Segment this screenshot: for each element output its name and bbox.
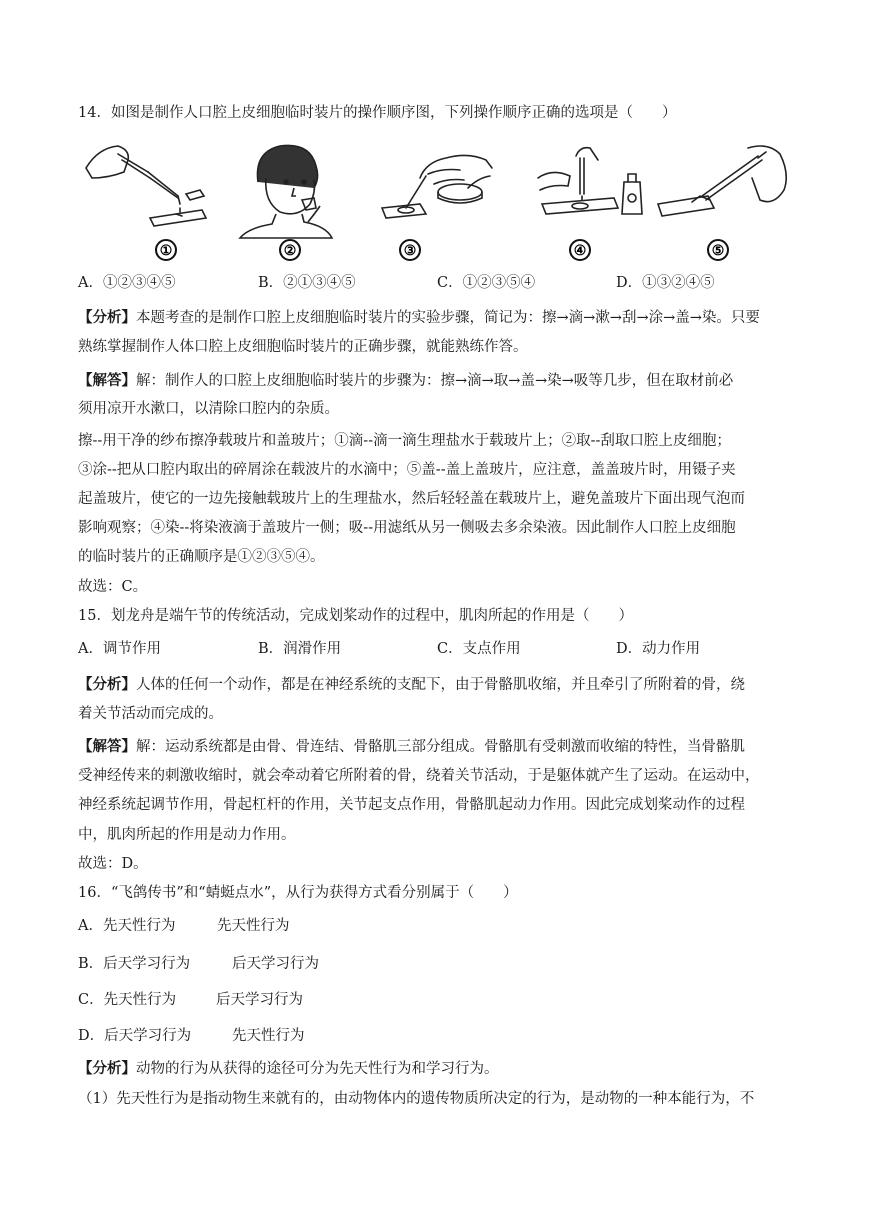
q16-option-d-second: 先天性行为 xyxy=(232,1028,305,1044)
stain-dropper-illustration xyxy=(518,138,668,266)
figure-number-5 xyxy=(708,240,728,260)
q15-choice: 故选：D。 xyxy=(78,856,148,872)
q16-analysis-line-1 xyxy=(78,1059,798,1079)
q15-analysis-line-2: 着关节活动而完成的。 xyxy=(78,706,223,722)
q14-option-d: D．①③②④⑤ xyxy=(616,275,715,291)
q15-answer-line-1 xyxy=(78,737,798,757)
q16-option-b-second: 后天学习行为 xyxy=(232,956,319,972)
q15-answer-line-3: 神经系统起调节作用，骨起杠杆的作用，关节起支点作用，骨骼肌起动力作用。因此完成划桨动作的过程 xyxy=(78,797,745,813)
figure-number-3 xyxy=(400,240,420,260)
q14-figure-strip xyxy=(78,138,798,266)
q14-answer-line-5: 起盖玻片，使它的一边先接触载玻片上的生理盐水，然后轻轻盖在载玻片上，避免盖玻片下面出现气泡而 xyxy=(78,491,745,507)
figure-label-3: ③ xyxy=(403,242,417,258)
boy-rinsing-illustration xyxy=(228,138,378,266)
figure-number-4 xyxy=(570,240,590,260)
q14-figure-3 xyxy=(368,138,518,266)
q14-answer-line-7: 的临时装片的正确顺序是①②③⑤④。 xyxy=(78,549,325,565)
q16-option-b: B．后天学习行为 xyxy=(78,956,191,972)
q15-answer-line-4: 中，肌肉所起的作用是动力作用。 xyxy=(78,827,296,843)
q15-option-d: D．动力作用 xyxy=(616,641,701,657)
q14-answer-line-3: 擦--用干净的纱布擦净载玻片和盖玻片；①滴--滴一滴生理盐水于载玻片上；②取--刮取口腔上皮细胞； xyxy=(78,433,731,449)
q15-stem: 15．划龙舟是端午节的传统活动，完成划桨动作的过程中，肌肉所起的作用是（ ） xyxy=(78,608,633,624)
figure-number-2 xyxy=(280,240,300,260)
figure-label-2: ② xyxy=(283,242,297,258)
q14-option-b: B．②①③④⑤ xyxy=(258,275,356,291)
q14-figure-5 xyxy=(648,138,798,266)
q14-option-a: A．①②③④⑤ xyxy=(78,275,176,291)
q14-figure-1 xyxy=(78,138,228,266)
analysis-tag: 【分析】 xyxy=(78,1060,136,1077)
q16-stem: 16．“飞鸽传书”和“蜻蜓点水”，从行为获得方式看分别属于（ ） xyxy=(78,885,518,901)
q14-choice: 故选：C。 xyxy=(78,579,148,595)
q14-analysis-line-2: 熟练掌握制作人体口腔上皮细胞临时装片的正确步骤，就能熟练作答。 xyxy=(78,339,528,355)
answer-tag: 【解答】 xyxy=(78,372,136,389)
dropper-slide-illustration xyxy=(78,138,228,266)
q14-stem: 14．如图是制作人口腔上皮细胞临时装片的操作顺序图，下列操作顺序正确的选项是（ ） xyxy=(78,105,677,121)
analysis-tag: 【分析】 xyxy=(78,676,136,693)
analysis-tag: 【分析】 xyxy=(78,309,136,326)
q14-option-c: C．①②③⑤④ xyxy=(437,275,536,291)
analysis-text: 动物的行为从获得的途径可分为先天性行为和学习行为。 xyxy=(136,1061,499,1077)
q16-option-d: D．后天学习行为 xyxy=(78,1028,192,1044)
q14-answer-line-4: ③涂--把从口腔内取出的碎屑涂在载波片的水滴中；⑤盖--盖上盖玻片，应注意，盖盖玻片时，用镊子夹 xyxy=(78,462,736,478)
q15-option-b: B．润滑作用 xyxy=(258,641,342,657)
figure-label-5: ⑤ xyxy=(711,242,725,258)
q14-analysis-line-1 xyxy=(78,308,798,328)
q16-analysis-line-2: （1）先天性行为是指动物生来就有的，由动物体内的遗传物质所决定的行为，是动物的一种本能行为，不 xyxy=(78,1091,755,1107)
q15-analysis-line-1 xyxy=(78,675,798,695)
q15-option-a: A．调节作用 xyxy=(78,641,161,657)
q16-option-c-second: 后天学习行为 xyxy=(216,992,303,1008)
cover-slip-illustration xyxy=(648,138,798,266)
q14-answer-line-2: 须用凉开水漱口，以清除口腔内的杂质。 xyxy=(78,401,339,417)
q14-answer-line-1 xyxy=(78,371,798,391)
answer-text: 解：运动系统都是由骨、骨连结、骨骼肌三部分组成。骨骼肌有受刺激而收缩的特性，当骨骼肌 xyxy=(136,739,745,755)
q15-answer-line-2: 受神经传来的刺激收缩时，就会牵动着它所附着的骨，绕着关节活动，于是躯体就产生了运动。在运动中， xyxy=(78,768,760,784)
figure-number-1 xyxy=(156,240,176,260)
q14-answer-line-6: 影响观察；④染--将染液滴于盖玻片一侧；吸--用滤纸从另一侧吸去多余染液。因此制作人口腔上皮细胞 xyxy=(78,520,736,536)
q14-figure-4 xyxy=(518,138,668,266)
figure-label-1: ① xyxy=(159,242,173,258)
q16-option-a: A．先天性行为 xyxy=(78,918,176,934)
analysis-text: 人体的任何一个动作，都是在神经系统的支配下，由于骨骼肌收缩，并且牵引了所附着的骨，绕 xyxy=(136,677,745,693)
q14-figure-2 xyxy=(228,138,378,266)
answer-tag: 【解答】 xyxy=(78,738,136,755)
q16-option-a-second: 先天性行为 xyxy=(217,918,290,934)
answer-text: 解：制作人的口腔上皮细胞临时装片的步骤为：擦→滴→取→盖→染→吸等几步，但在取材前必 xyxy=(136,373,734,389)
figure-label-4: ④ xyxy=(573,242,587,258)
analysis-text: 本题考查的是制作口腔上皮细胞临时装片的实验步骤，简记为：擦→滴→漱→刮→涂→盖→染。只要 xyxy=(136,310,760,326)
q16-option-c: C．先天性行为 xyxy=(78,992,177,1008)
q15-option-c: C．支点作用 xyxy=(437,641,521,657)
smear-cells-illustration xyxy=(368,138,518,266)
